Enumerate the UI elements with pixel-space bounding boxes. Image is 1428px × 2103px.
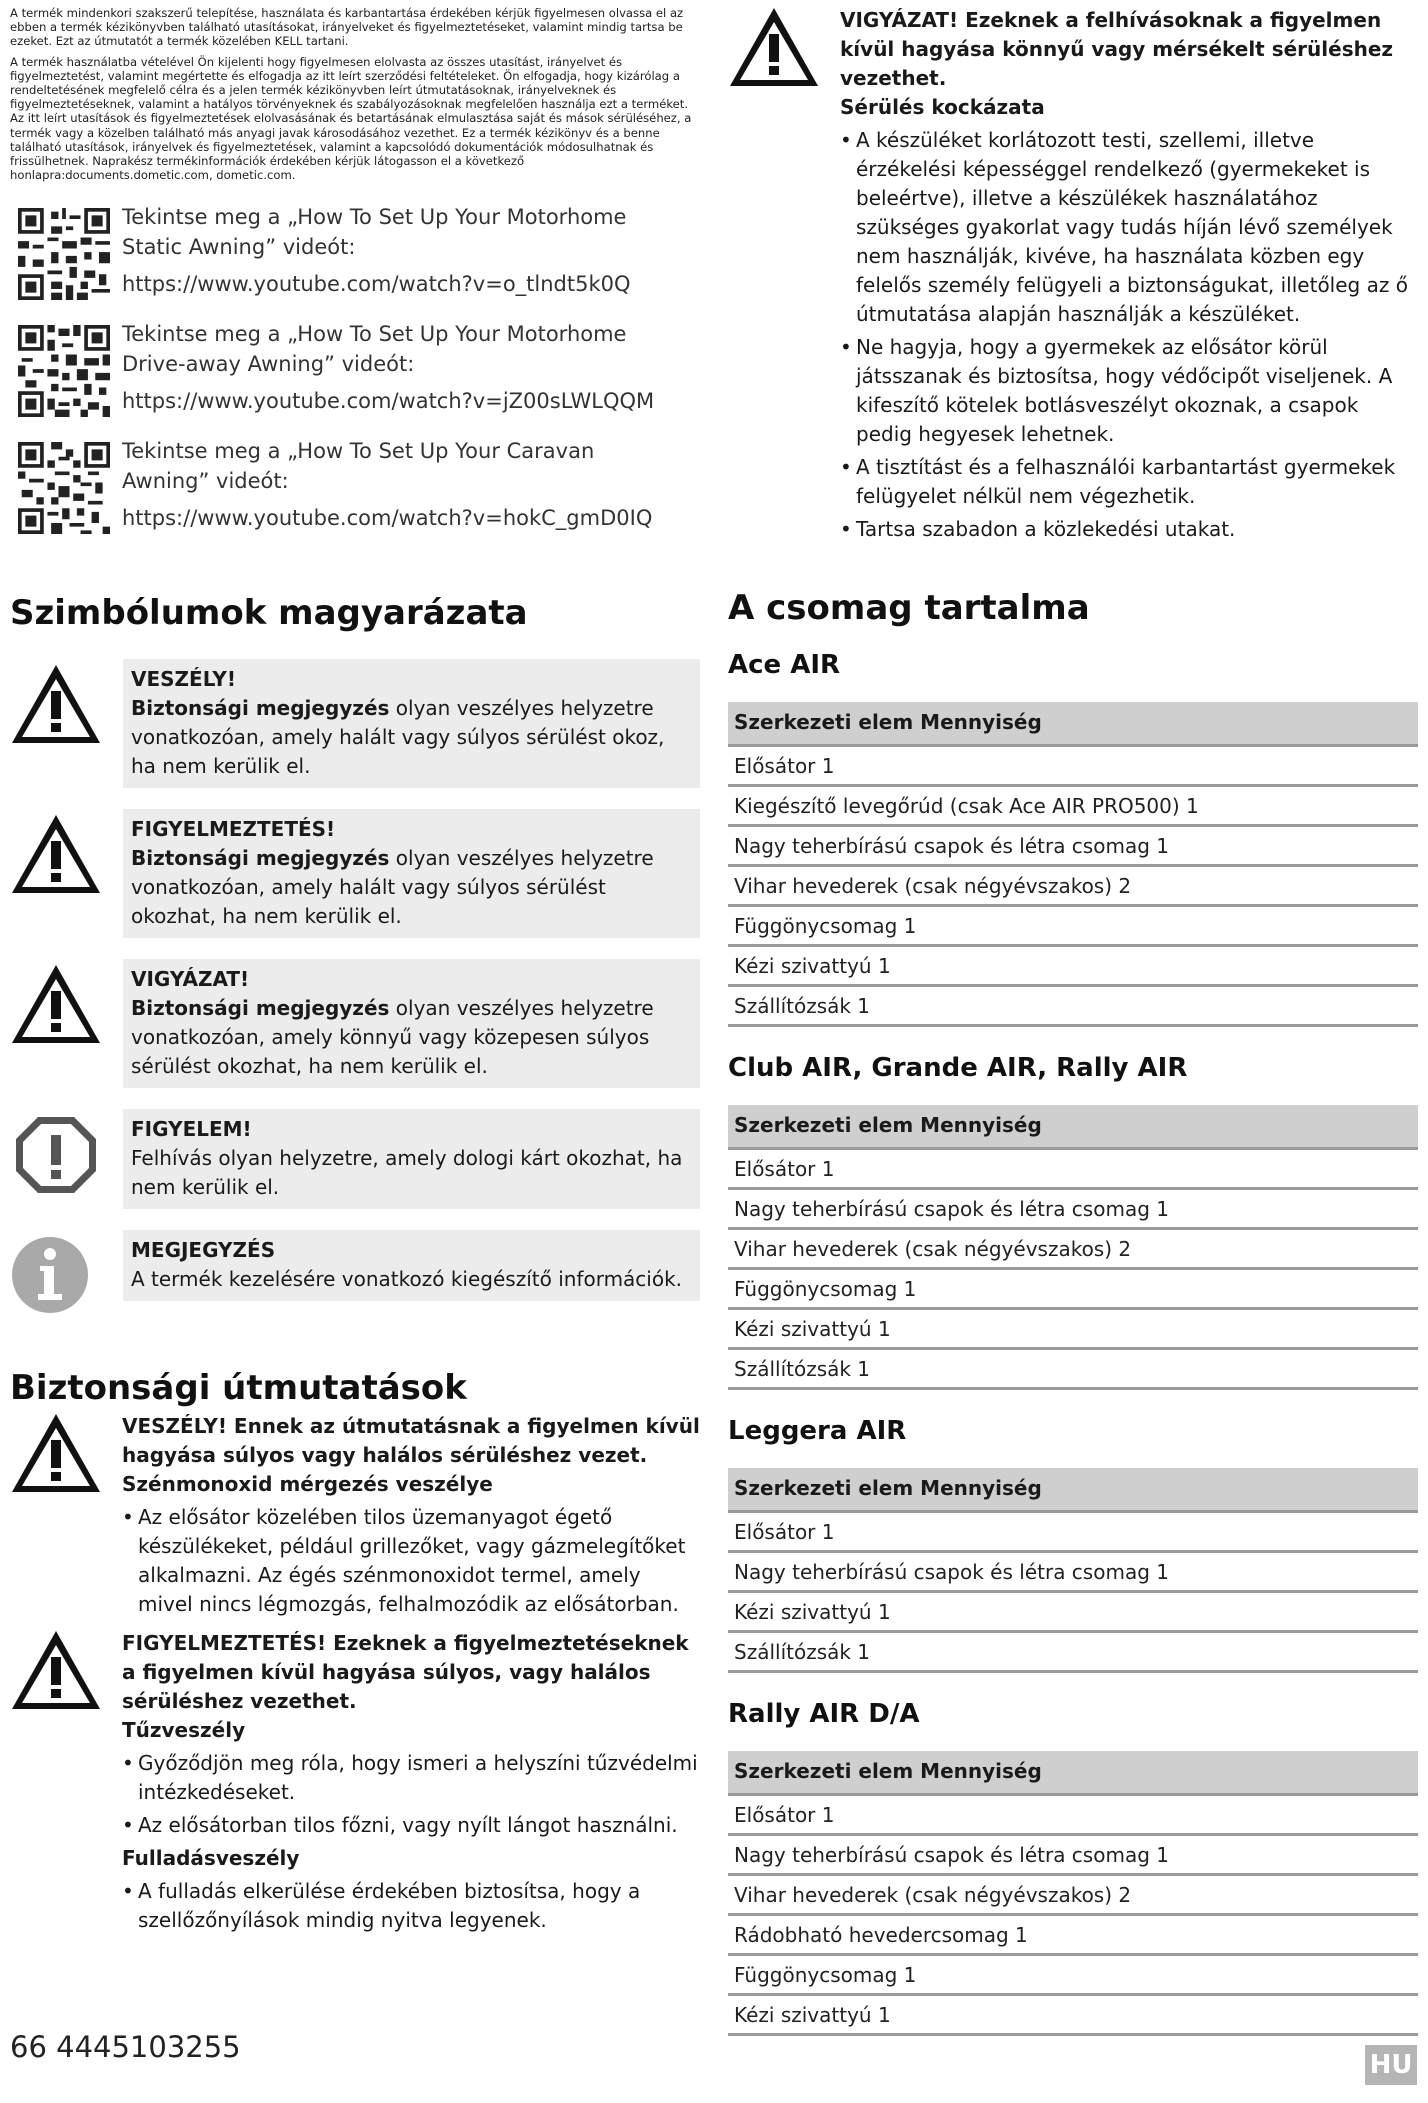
symbol-warning — [10, 809, 700, 938]
list-item: • Tartsa szabadon a közlekedési utakat. — [840, 515, 1418, 544]
video-title: Tekintse meg a „How To Set Up Your Motorhome Static Awning” videót: — [122, 205, 627, 260]
table-row: Nagy teherbírású csapok és létra csomag 1 — [728, 827, 1418, 867]
group-heading: Club AIR, Grande AIR, Rally AIR — [728, 1053, 1188, 1083]
list-item: • Az elősátorban tilos főzni, vagy nyílt lángot használni. — [122, 1811, 700, 1840]
list-item: • Ne hagyja, hogy a gyermekek az elősátor körül játsszanak és biztosítsa, hogy védőcipőt viseljenek. A kifeszítő kötelek botlásveszélyt okoznak, a csapok pedig hegyesek lehetnek. — [840, 333, 1418, 449]
video-link[interactable]: https://www.youtube.com/watch?v=hokC_gmD0IQ — [122, 506, 653, 531]
safety-heading: Biztonsági útmutatások — [10, 1368, 467, 1409]
package-table — [728, 1105, 1418, 1390]
caution-triangle-icon — [10, 959, 102, 1049]
package-table — [728, 1468, 1418, 1673]
table-row: Rádobható hevedercsomag 1 — [728, 1916, 1418, 1956]
symbol-lead: Biztonsági megjegyzés — [131, 996, 390, 1021]
symbol-danger — [10, 659, 700, 788]
table-row: Kézi szivattyú 1 — [728, 1593, 1418, 1633]
group-heading: Leggera AIR — [728, 1416, 907, 1446]
bullet-list — [122, 1503, 700, 1619]
table-row: Elősátor 1 — [728, 1150, 1418, 1190]
page-number: 66 4445103255 — [10, 2030, 241, 2064]
caution-triangle-icon — [728, 6, 820, 88]
symbol-lead: Biztonsági megjegyzés — [131, 846, 390, 871]
table-row: Függönycsomag 1 — [728, 1956, 1418, 1996]
list-item: • A készüléket korlátozott testi, szellemi, illetve érzékelési képességgel rendelkező (gyermekeket is beleértve), illetve a készülékek használatához szükséges gyakorlat vagy tudás híján lévő személyek nem használják, kivéve, ha használata közben egy felelős személy felügyeli a biztonságukat, illetőleg az ő útmutatása alapján használják a készüléket. — [840, 126, 1418, 329]
table-row: Szállítózsák 1 — [728, 987, 1418, 1027]
group-heading: Ace AIR — [728, 650, 841, 680]
symbol-title: MEGJEGYZÉS — [131, 1238, 276, 1263]
symbol-text: olyan veszélyes helyzetre vonatkozóan, amely halált vagy súlyos sérülést okozhat, ha nem kerülik el. — [131, 846, 654, 929]
safety-caution — [728, 6, 1418, 544]
list-item: • A fulladás elkerülése érdekében biztosítsa, hogy a szellőzőnyílások mindig nyitva legyenek. — [122, 1877, 700, 1935]
video-item — [10, 202, 700, 319]
safety-subheading: Sérülés kockázata — [840, 95, 1045, 119]
qr-code-icon — [18, 325, 110, 417]
qr-code-icon — [18, 442, 110, 534]
table-row: Vihar hevederek (csak négyévszakos) 2 — [728, 867, 1418, 907]
symbol-title: VESZÉLY! — [131, 667, 236, 692]
video-item — [10, 319, 700, 436]
package-table — [728, 702, 1418, 1027]
list-item: • Győződjön meg róla, hogy ismeri a helyszíni tűzvédelmi intézkedéseket. — [122, 1749, 700, 1807]
package-table — [728, 1751, 1418, 2036]
group-heading: Rally AIR D/A — [728, 1699, 920, 1729]
video-link[interactable]: https://www.youtube.com/watch?v=jZ00sLWLQQM — [122, 389, 655, 414]
list-item: • Az elősátor közelében tilos üzemanyagot égető készülékeket, például grillezőket, vagy gázmelegítőket alkalmazni. Az égés szénmonoxidot termel, amely mivel nincs légmozgás, felhalmozódik az elősátorban. — [122, 1503, 700, 1619]
warning-triangle-icon — [10, 1629, 102, 1711]
symbol-text: olyan veszélyes helyzetre vonatkozóan, amely könnyű vagy közepesen súlyos sérülést okozhat, ha nem kerülik el. — [131, 996, 654, 1079]
bullet-list — [840, 126, 1418, 544]
symbols-heading: Szimbólumok magyarázata — [10, 593, 528, 634]
table-row: Függönycsomag 1 — [728, 907, 1418, 947]
table-row: Kiegészítő levegőrúd (csak Ace AIR PRO500) 1 — [728, 787, 1418, 827]
table-row: Kézi szivattyú 1 — [728, 947, 1418, 987]
left-column — [10, 6, 700, 1945]
table-row: Elősátor 1 — [728, 1796, 1418, 1836]
info-icon — [10, 1230, 102, 1320]
safety-subheading: Fulladásveszély — [122, 1846, 300, 1871]
list-item: • A tisztítást és a felhasználói karbantartást gyermekek felügyelet nélkül nem végezhetik. — [840, 453, 1418, 511]
symbol-text: olyan veszélyes helyzetre vonatkozóan, amely halált vagy súlyos sérülést okoz, ha nem kerülik el. — [131, 696, 665, 779]
table-row: Szállítózsák 1 — [728, 1350, 1418, 1390]
table-header: Szerkezeti elem Mennyiség — [728, 1105, 1418, 1150]
table-row: Nagy teherbírású csapok és létra csomag 1 — [728, 1836, 1418, 1876]
table-row: Függönycsomag 1 — [728, 1270, 1418, 1310]
safety-title: VESZÉLY! Ennek az útmutatásnak a figyelmen kívül hagyása súlyos vagy halálos sérüléshez vezet. — [122, 1414, 700, 1468]
safety-subheading: Tűzveszély — [122, 1718, 246, 1743]
table-header: Szerkezeti elem Mennyiség — [728, 1751, 1418, 1796]
symbol-caution — [10, 959, 700, 1088]
table-row: Nagy teherbírású csapok és létra csomag 1 — [728, 1553, 1418, 1593]
symbol-title: VIGYÁZAT! — [131, 967, 250, 992]
danger-warning-triangle-icon — [10, 1412, 102, 1494]
video-title: Tekintse meg a „How To Set Up Your Motorhome Drive-away Awning” videót: — [122, 322, 627, 377]
safety-title: FIGYELMEZTETÉS! Ezeknek a figyelmeztetéseknek a figyelmen kívül hagyása súlyos, vagy halálos sérüléshez vezethet. — [122, 1631, 689, 1714]
language-badge: HU — [1365, 2045, 1417, 2085]
table-header: Szerkezeti elem Mennyiség — [728, 702, 1418, 747]
bullet-list — [122, 1749, 700, 1840]
table-row: Elősátor 1 — [728, 747, 1418, 787]
symbol-info — [10, 1230, 700, 1301]
table-row: Kézi szivattyú 1 — [728, 1310, 1418, 1350]
table-row: Szállítózsák 1 — [728, 1633, 1418, 1673]
safety-subheading: Szénmonoxid mérgezés veszélye — [122, 1472, 493, 1497]
symbol-notice — [10, 1109, 700, 1209]
table-row: Vihar hevederek (csak négyévszakos) 2 — [728, 1876, 1418, 1916]
table-row: Kézi szivattyú 1 — [728, 1996, 1418, 2036]
intro-paragraph-2: A termék használatba vételével Ön kijelenti hogy figyelmesen elolvasta az összes utasítást, irányelvet és figyelmeztetést, valamint megértette és elfogadja az itt leírt szerződési feltételeket. Ön elfogadja, hogy kizárólag a rendeltetésének megfelelő célra és a jelen termék kézikönyvben leírt útmutatásoknak, irányelveknek és figyelmeztetéseknek, valamint a hatályos törvényeknek és szabályozásoknak megfelelően használja ezt a terméket. Az itt leírt utasítások és figyelmeztetések elolvasásának és betartásának elmulasztása saját és mások sérüléséhez, a termék vagy a közelben található más anyagi javak károsodásához vezethet. Ez a termék kézikönyv és a benne található utasítások, irányelvek és figyelmeztetések, valamint a kapcsolódó dokumentációk módosulhatnak és frissülhetnek. Naprakész termékinformációk érdekében kérjük látogasson el a következő honlapra:documents.dometic.com, dometic.com. — [10, 54, 692, 183]
warning-triangle-icon — [10, 809, 102, 899]
video-item — [10, 436, 700, 553]
danger-warning-triangle-icon — [10, 659, 102, 749]
safety-danger — [10, 1412, 700, 1619]
table-row: Vihar hevederek (csak négyévszakos) 2 — [728, 1230, 1418, 1270]
video-title: Tekintse meg a „How To Set Up Your Caravan Awning” videót: — [122, 439, 595, 494]
symbol-text: A termék kezelésére vonatkozó kiegészítő információk. — [131, 1267, 683, 1292]
table-row: Nagy teherbírású csapok és létra csomag 1 — [728, 1190, 1418, 1230]
symbol-lead: Biztonsági megjegyzés — [131, 696, 390, 721]
bullet-list — [122, 1877, 700, 1935]
safety-title: VIGYÁZAT! Ezeknek a felhívásoknak a figyelmen kívül hagyása könnyű vagy mérsékelt sérüléshez vezethet. — [840, 8, 1394, 90]
right-column — [728, 6, 1418, 2036]
intro-paragraph-1: A termék mindenkori szakszerű telepítése, használata és karbantartása érdekében kérjük figyelmesen olvassa el az ebben a termék kézikönyvben található utasításokat, irányelveket és figyelmeztetéseket, valamint mindig tartsa be ezeket. Ezt az útmutatót a termék közelében KELL tartani. — [10, 6, 684, 49]
safety-warning — [10, 1629, 700, 1935]
table-row: Elősátor 1 — [728, 1513, 1418, 1553]
notice-octagon-icon — [10, 1109, 102, 1199]
table-header: Szerkezeti elem Mennyiség — [728, 1468, 1418, 1513]
qr-code-icon — [18, 208, 110, 300]
package-heading: A csomag tartalma — [728, 588, 1090, 628]
video-link[interactable]: https://www.youtube.com/watch?v=o_tlndt5k0Q — [122, 272, 631, 297]
symbol-title: FIGYELMEZTETÉS! — [131, 817, 336, 842]
symbol-text: Felhívás olyan helyzetre, amely dologi kárt okozhat, ha nem kerülik el. — [131, 1146, 683, 1200]
symbol-title: FIGYELEM! — [131, 1117, 252, 1142]
